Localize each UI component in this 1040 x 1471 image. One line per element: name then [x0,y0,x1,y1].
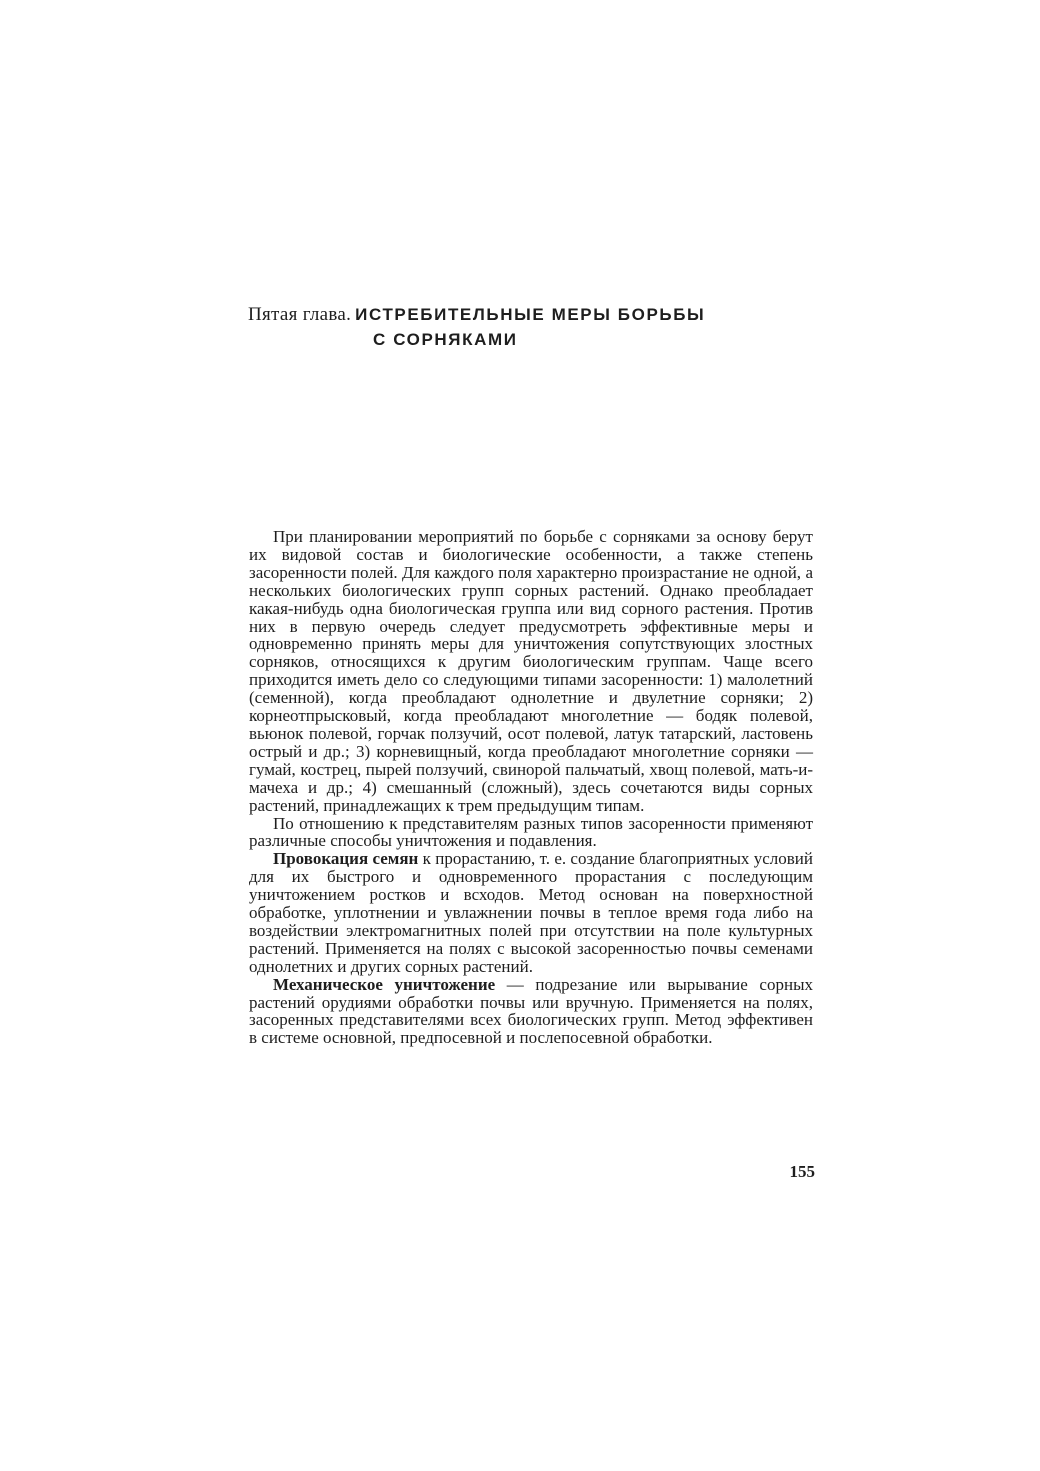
term-heading: Провокация семян [273,849,419,869]
paragraph-mechanical-destruction [249,976,813,1048]
chapter-title-continuation: С СОРНЯКАМИ [373,330,518,349]
paragraph-text: При планировании мероприятий по борьбе с сорняками за основу берут их видовой состав и биологические особенности, а также степень засоренности полей. Для каждого поля характерно произрастание не одной, а нескольких биологических групп сорных растений. Однако преобладает какая-нибудь одна биологическая группа или вид сорного растения. Против них в первую очередь следует предусмотреть эффективные меры и одновременно принять меры для уничтожения сопутствующих злостных сорняков, относящихся к другим биологическим группам. Чаще всего приходится иметь дело со следующими типами засоренности: 1) малолетний (семенной), когда преобладают однолетние и двулетние сорняки; 2) корнеотпрысковый, когда преобладают многолетние — бодяк полевой, вьюнок полевой, горчак ползучий, осот полевой, латук татарский, ластовень острый и др.; 3) корневищный, когда преобладают многолетние сорняки — гумай, кострец, пырей ползучий, свинорой пальчатый, хвощ полевой, мать-и-мачеха и др.; 4) смешанный (сложный), здесь сочетаются виды сорных растений, принадлежащих к трем предыдущим типам. [249,527,813,815]
chapter-heading [248,303,788,352]
page-number: 155 [789,1162,815,1181]
chapter-number: Пятая глава. [248,304,352,325]
chapter-title: ИСТРЕБИТЕЛЬНЫЕ МЕРЫ БОРЬБЫ [355,305,706,324]
paragraph-seed-provocation [249,850,813,975]
body-text [249,528,813,1047]
paragraph-methods [249,815,813,851]
paragraph-text: к прорастанию, т. е. создание благоприятных условий для их быстрого и одновременного прорастания с последующим уничтожением ростков и всходов. Метод основан на поверхностной обработке, уплотнении и увлажнении почвы в теплое время года либо на воздействии электромагнитных полей при отсутствии на поле культурных растений. Применяется на полях с высокой засоренностью почвы семенами однолетних и других сорных растений. [249,849,813,976]
paragraph-text: По отношению к представителям разных типов засоренности применяют различные способы уничтожения и подавления. [249,813,813,851]
chapter-heading-line-1 [248,303,788,328]
paragraph-intro [249,528,813,815]
paragraph-text: — подрезание или вырывание сорных растений орудиями обработки почвы или вручную. Применяется на полях, засоренных представителями всех биологических групп. Метод эффективен в системе основной, предпосевной и послепосевной обработки. [249,974,814,1048]
term-heading: Механическое уничтожение [273,974,496,994]
